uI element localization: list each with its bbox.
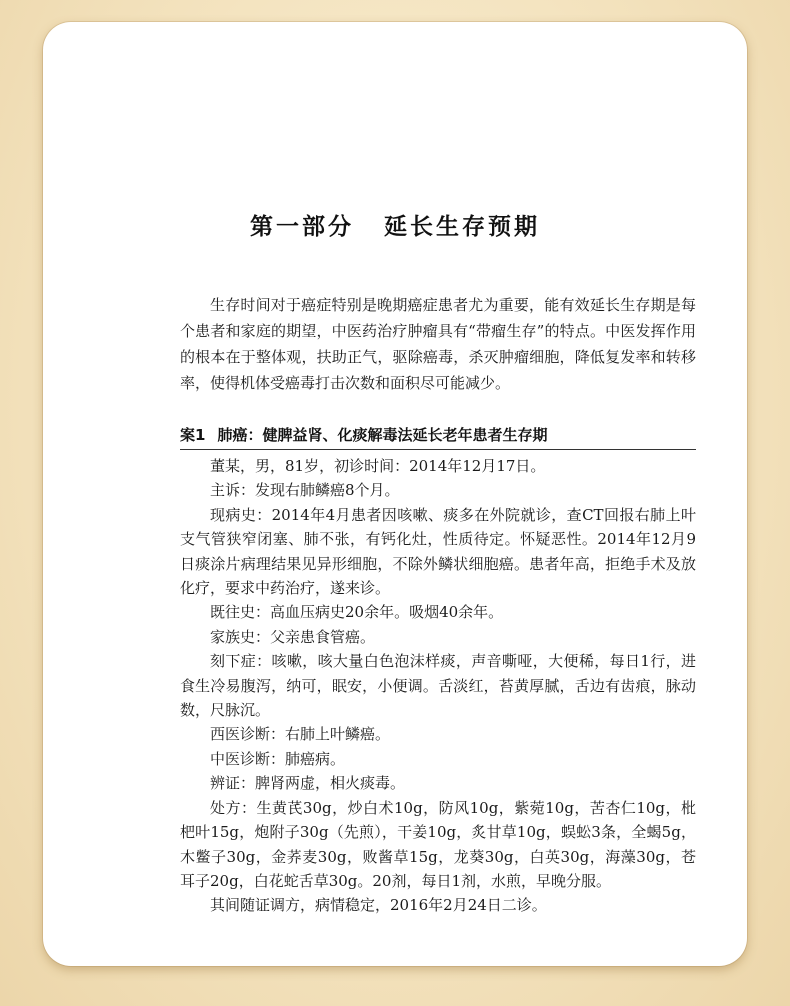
- paragraph-tcm-diagnosis: 中医诊断：肺癌病。: [210, 749, 346, 768]
- part-label: 第一部分: [250, 214, 354, 240]
- book-page: [43, 22, 747, 966]
- paragraph-western-diagnosis: 西医诊断：右肺上叶鳞癌。: [210, 725, 391, 744]
- intro-paragraph: 生存时间对于癌症特别是晚期癌症患者尤为重要，能有效延长生存期是每个患者和家庭的期望，中医药治疗肿瘤具有“带瘤生存”的特点。中医发挥作用的根本在于整体观，扶助正气，驱除癌毒，杀灭肿瘤细胞，降低复发率和转移率，使得机体受癌毒打击次数和面积尽可能减少。: [180, 296, 696, 392]
- case-number: 案1: [180, 426, 206, 444]
- paragraph-prescription: 处方：生黄芪30g，炒白术10g，防风10g，紫菀10g，苦杏仁10g，枇杷叶15g，炮附子30g（先煎），干姜10g，炙甘草10g，蜈蚣3条，全蝎5g，木鳖子30g，金荞麦30g，败酱草15g，龙葵30g，白英30g，海藻30g，苍耳子20g，白花蛇舌草30g。20剂，每日1剂，水煎，早晚分服。: [180, 798, 696, 890]
- case-heading: [180, 423, 696, 450]
- paragraph-follow-up: 其间随证调方，病情稳定，2016年2月24日二诊。: [210, 896, 547, 915]
- case-title: 肺癌：健脾益肾、化痰解毒法延长老年患者生存期: [217, 426, 548, 444]
- page-title: [43, 208, 747, 241]
- paragraph-basic-info: 董某，男，81岁，初诊时间：2014年12月17日。: [210, 457, 546, 475]
- paragraph-family-history: 家族史：父亲患食管癌。: [210, 627, 376, 646]
- paragraph-past-history: 既往史：高血压病史20余年。吸烟40余年。: [210, 603, 504, 622]
- paragraph-syndrome: 辨证：脾肾两虚，相火痰毒。: [210, 774, 406, 793]
- case-body: [180, 454, 696, 918]
- part-name: 延长生存预期: [384, 214, 540, 240]
- paragraph-present-illness: 现病史：2014年4月患者因咳嗽、痰多在外院就诊，查CT回报右肺上叶支气管狭窄闭塞、肺不张，有钙化灶，性质待定。怀疑恶性。2014年12月9日痰涂片病理结果见异形细胞，不除外鳞状细胞癌。患者年高，拒绝手术及放化疗，要求中药治疗，遂来诊。: [180, 505, 696, 598]
- paragraph-chief-complaint: 主诉：发现右肺鳞癌8个月。: [210, 481, 400, 500]
- paragraph-current-symptoms: 刻下症：咳嗽，咳大量白色泡沫样痰，声音嘶哑，大便稀，每日1行，进食生冷易腹泻，纳可，眠安，小便调。舌淡红，苔黄厚腻，舌边有齿痕，脉动数，尺脉沉。: [180, 652, 696, 720]
